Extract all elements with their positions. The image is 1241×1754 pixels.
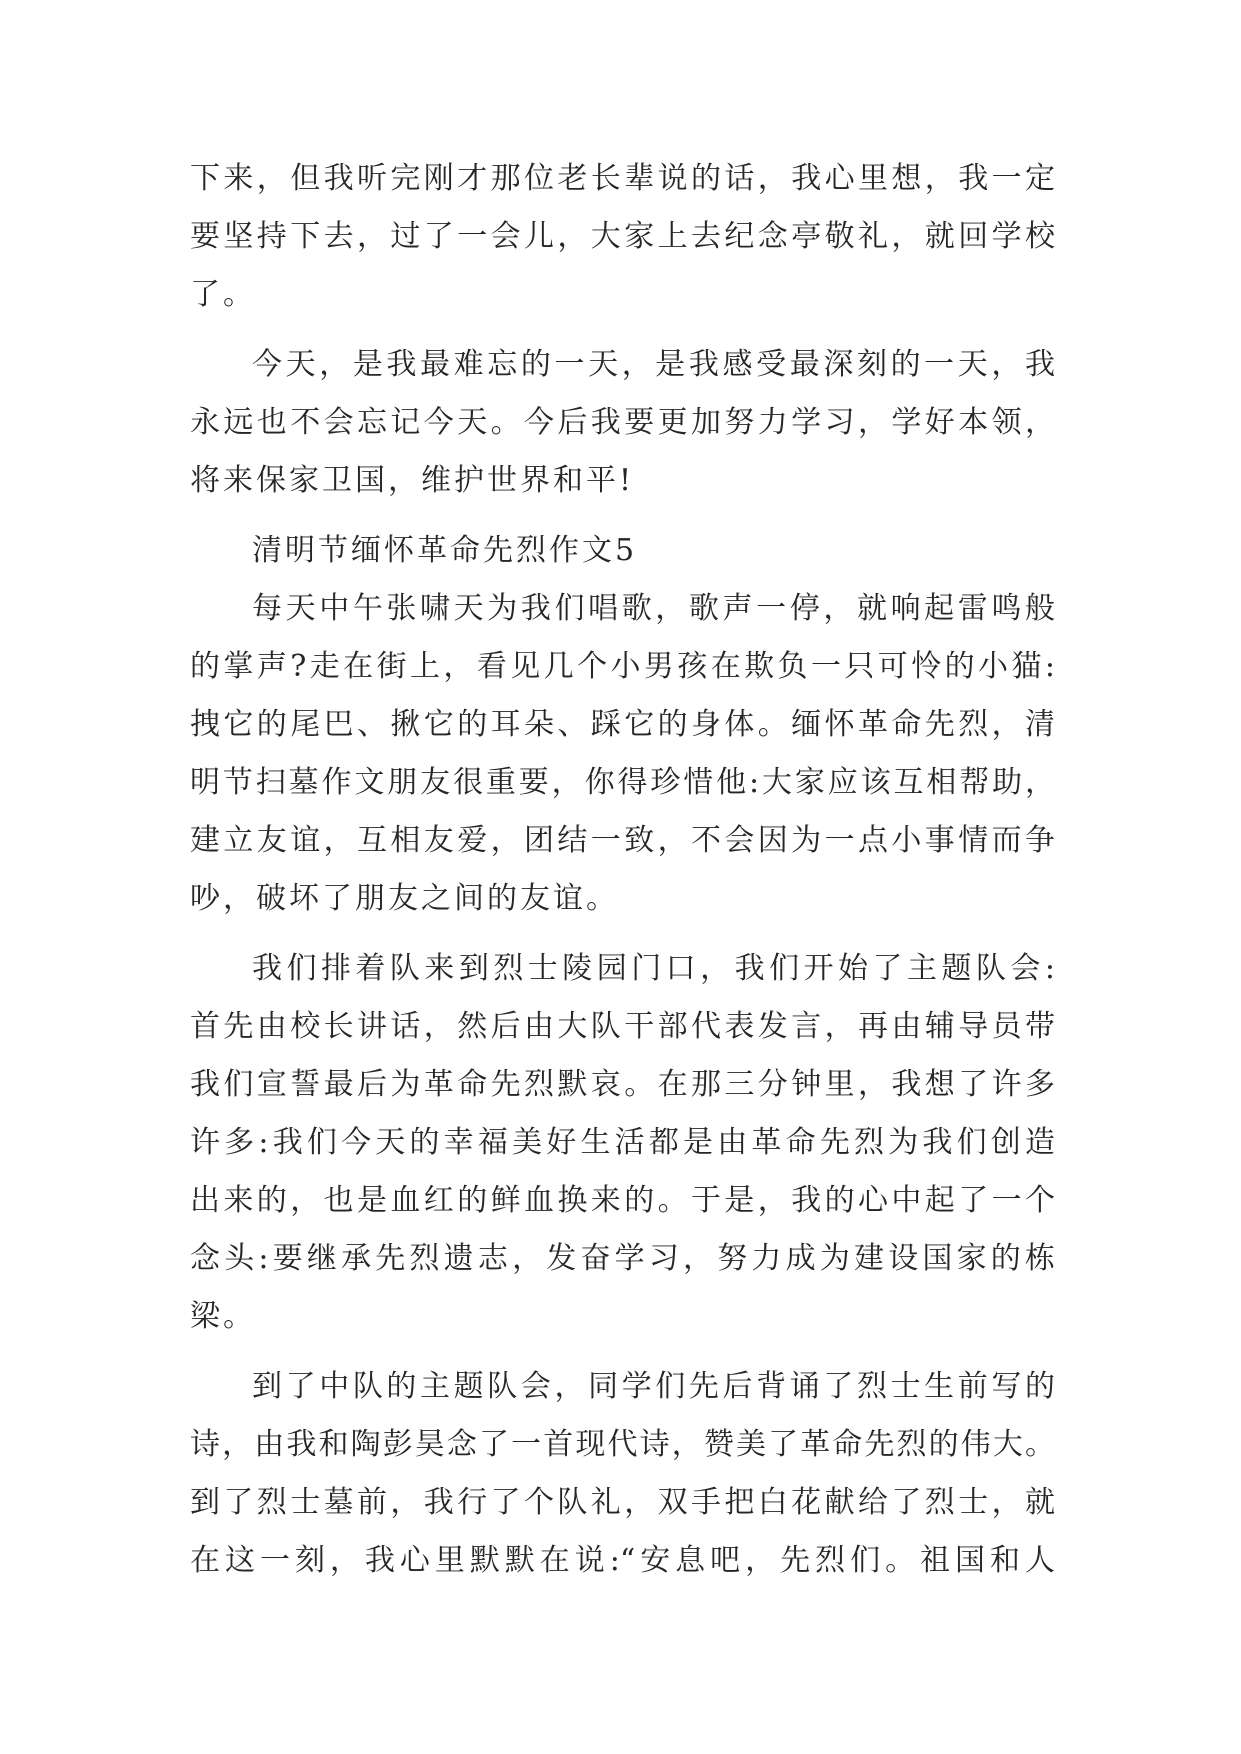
text-line: 到了中队的主题队会，同学们先后背诵了烈士生前写的: [252, 1369, 1055, 1404]
text-line: 每天中午张啸天为我们唱歌，歌声一停，就响起雷鸣般: [252, 591, 1055, 626]
paragraph: [190, 1358, 1055, 1590]
text-line: 诗，由我和陶彭昊念了一首现代诗，赞美了革命先烈的伟大。: [190, 1427, 1055, 1462]
text-line: 梁。: [190, 1299, 256, 1334]
text-line: 要坚持下去，过了一会儿，大家上去纪念亭敬礼，就回学校: [190, 219, 1055, 254]
text-line: 的掌声?走在街上，看见几个小男孩在欺负一只可怜的小猫:: [190, 649, 1055, 684]
text-line: 念头:要继承先烈遗志，发奋学习，努力成为建设国家的栋: [190, 1241, 1055, 1276]
text-line: 在这一刻，我心里默默在说:“安息吧，先烈们。祖国和人: [190, 1543, 1055, 1578]
text-line: 了。: [190, 277, 256, 312]
heading-text: 清明节缅怀革命先烈作文5: [252, 533, 638, 568]
text-line: 我们排着队来到烈士陵园门口，我们开始了主题队会:: [252, 951, 1055, 986]
paragraph: [190, 150, 1055, 324]
text-line: 吵，破坏了朋友之间的友谊。: [190, 881, 619, 916]
paragraph: [190, 336, 1055, 510]
paragraph: [190, 940, 1055, 1346]
section-heading: [190, 522, 1055, 580]
text-line: 首先由校长讲话，然后由大队干部代表发言，再由辅导员带: [190, 1009, 1055, 1044]
text-line: 出来的，也是血红的鲜血换来的。于是，我的心中起了一个: [190, 1183, 1055, 1218]
text-line: 拽它的尾巴、揪它的耳朵、踩它的身体。缅怀革命先烈，清: [190, 707, 1055, 742]
text-line: 将来保家卫国，维护世界和平!: [190, 463, 635, 498]
text-line: 许多:我们今天的幸福美好生活都是由革命先烈为我们创造: [190, 1125, 1055, 1160]
text-line: 我们宣誓最后为革命先烈默哀。在那三分钟里，我想了许多: [190, 1067, 1055, 1102]
text-line: 下来，但我听完刚才那位老长辈说的话，我心里想，我一定: [190, 161, 1055, 196]
text-line: 今天，是我最难忘的一天，是我感受最深刻的一天，我: [252, 347, 1055, 382]
text-line: 建立友谊，互相友爱，团结一致，不会因为一点小事情而争: [190, 823, 1055, 858]
text-line: 永远也不会忘记今天。今后我要更加努力学习，学好本领，: [190, 405, 1055, 440]
text-line: 到了烈士墓前，我行了个队礼，双手把白花献给了烈士，就: [190, 1485, 1055, 1520]
text-line: 明节扫墓作文朋友很重要，你得珍惜他:大家应该互相帮助，: [190, 765, 1055, 800]
document-page: [190, 150, 1055, 1590]
paragraph: [190, 580, 1055, 928]
